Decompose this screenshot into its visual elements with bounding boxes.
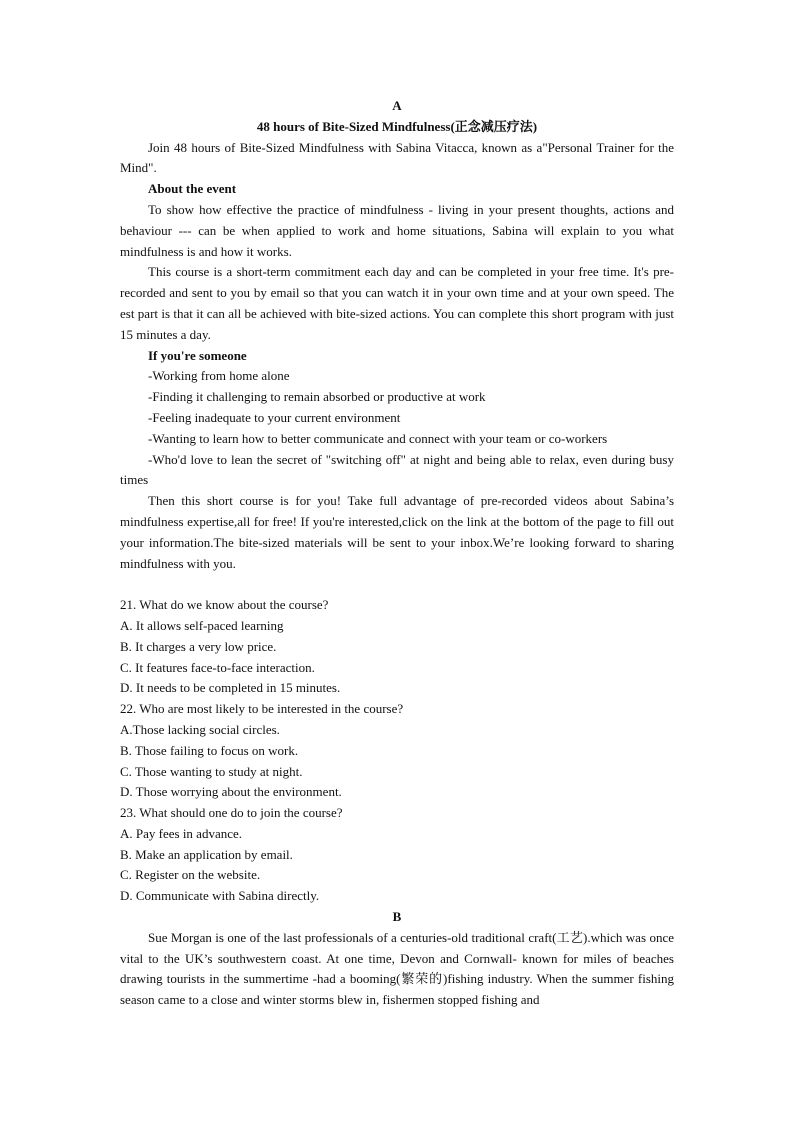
question-23-option-c: C. Register on the website. (120, 867, 261, 883)
list-item: -Feeling inadequate to your current environment (148, 409, 401, 425)
list-item: -Wanting to learn how to better communicate and connect with your team or co-workers (148, 430, 608, 446)
question-22-option-b: B. Those failing to focus on work. (120, 742, 299, 758)
question-23-option-b: B. Make an application by email. (120, 846, 293, 862)
question-22-option-a: A.Those lacking social circles. (120, 721, 280, 737)
list-item: -Working from home alone (148, 368, 290, 384)
passage-a-label: A (392, 98, 402, 113)
question-23: 23. What should one do to join the course? (120, 805, 343, 821)
passage-b-label: B (392, 909, 402, 925)
passage-a-paragraph-3: Then this short course is for you! Take full advantage of pre-recorded videos about Sabina’s mindfulness expertise,all for free! If you're interested,click on the link at the bottom of the page to fill out your information.The bite-sized materials will be sent to your inbox.We’re looking forward to sharing mindfulness with you. (120, 493, 674, 571)
question-22-option-d: D. Those worrying about the environment. (120, 784, 342, 800)
question-21-option-b: B. It charges a very low price. (120, 638, 277, 654)
question-22-option-c: C. Those wanting to study at night. (120, 763, 303, 779)
spacer (120, 574, 674, 595)
question-21-option-d: D. It needs to be completed in 15 minutes. (120, 680, 341, 696)
someone-heading: If you're someone (148, 347, 247, 363)
passage-a-paragraph-1: To show how effective the practice of mindfulness - living in your present thoughts, actions and behaviour --- can be when applied to work and home situations, Sabina will explain to you what mindfulness is and how it works. (120, 201, 674, 259)
list-item: -Who'd love to lean the secret of "switching off" at night and being able to relax, even during busy times (120, 451, 674, 488)
question-22: 22. Who are most likely to be interested in the course? (120, 701, 404, 717)
list-item: -Finding it challenging to remain absorbed or productive at work (148, 389, 486, 405)
question-21: 21. What do we know about the course? (120, 597, 329, 613)
question-21-option-a: A. It allows self-paced learning (120, 617, 284, 633)
document-page (120, 96, 674, 1011)
passage-a-title: 48 hours of Bite-Sized Mindfulness(正念减压疗法) (256, 118, 538, 134)
passage-a-intro: Join 48 hours of Bite-Sized Mindfulness with Sabina Vitacca, known as a"Personal Trainer for the Mind". (120, 139, 674, 176)
passage-a-paragraph-2: This course is a short-term commitment each day and can be completed in your free time. It's pre- recorded and sent to you by email so that you can watch it in your own time and at your own speed. The est part is that it can all be achieved with bite-sized actions. You can complete this short program with just 15 minutes a day. (120, 264, 674, 342)
question-23-option-a: A. Pay fees in advance. (120, 825, 243, 841)
question-23-option-d: D. Communicate with Sabina directly. (120, 888, 320, 904)
passage-b-paragraph-1: Sue Morgan is one of the last professionals of a centuries-old traditional craft(工艺).which was once vital to the UK’s southwestern coast. At one time, Devon and Cornwall- known for miles of beaches drawing tourists in the summertime -had a booming(繁荣的)fishing industry. When the summer fishing season came to a close and winter storms blew in, fishermen stopped fishing and (120, 929, 674, 1008)
question-21-option-c: C. It features face-to-face interaction. (120, 659, 315, 675)
about-heading: About the event (148, 181, 237, 197)
